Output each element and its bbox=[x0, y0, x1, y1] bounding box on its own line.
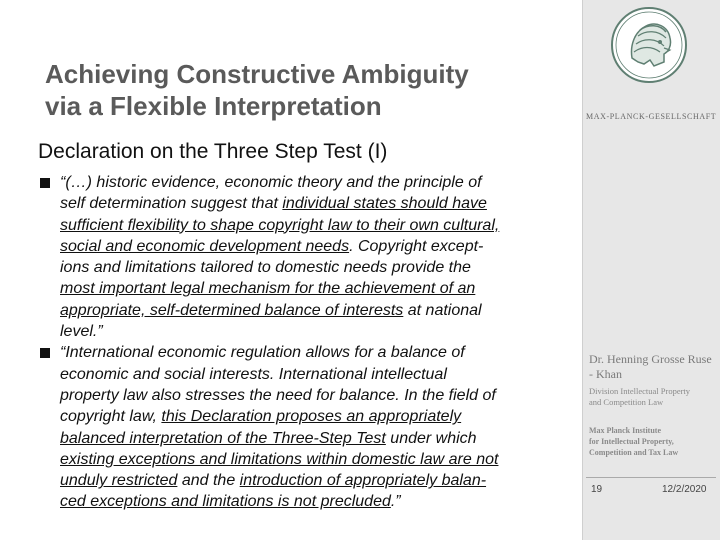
slide-title-line: via a Flexible Interpretation bbox=[45, 91, 382, 121]
bullet-line bbox=[60, 193, 570, 214]
underlined-text: introduction of appropriately balan- bbox=[239, 472, 487, 490]
bullet-line bbox=[60, 491, 570, 512]
bullet-line bbox=[60, 406, 570, 427]
bullet-line bbox=[60, 278, 570, 299]
bullet-line bbox=[60, 449, 570, 470]
slide-number: 19 bbox=[591, 484, 603, 495]
text-segment: at national bbox=[403, 301, 482, 319]
bullet-line bbox=[60, 236, 570, 257]
underlined-text: individual states should have bbox=[282, 195, 487, 213]
slide-title-line: Achieving Constructive Ambiguity bbox=[45, 59, 469, 89]
bullet-list bbox=[40, 172, 570, 513]
department-line: Division Intellectual Property bbox=[589, 386, 691, 396]
underlined-text: ced exceptions and limitations is not precluded bbox=[60, 493, 391, 511]
institute bbox=[589, 425, 715, 458]
bullet-line bbox=[60, 321, 570, 342]
underlined-text: most important legal mechanism for the achievement of an bbox=[60, 280, 476, 298]
bullet-line bbox=[60, 385, 570, 406]
text-segment: “International economic regulation allows for a balance of bbox=[60, 344, 465, 362]
department-line: and Competition Law bbox=[589, 397, 664, 407]
text-segment: and the bbox=[177, 472, 240, 490]
institute-line: Competition and Tax Law bbox=[589, 448, 679, 457]
square-bullet-icon bbox=[40, 178, 50, 188]
underlined-text: sufficient flexibility to shape copyright law to their own cultural, bbox=[60, 216, 500, 234]
underlined-text: appropriate, self-determined balance of interests bbox=[60, 301, 404, 319]
minerva-head-icon bbox=[610, 6, 688, 84]
text-segment: property law also stresses the need for balance. In the field of bbox=[60, 386, 496, 404]
bullet-line bbox=[60, 342, 570, 363]
slide-subtitle: Declaration on the Three Step Test (I) bbox=[38, 140, 388, 163]
text-segment: .” bbox=[390, 493, 401, 511]
bullet-line bbox=[60, 470, 570, 491]
bullet-line bbox=[60, 172, 570, 193]
presenter-name-line: - Khan bbox=[589, 367, 622, 381]
bullet-line bbox=[60, 215, 570, 236]
bullet-line bbox=[60, 300, 570, 321]
text-segment: “(…) historic evidence, economic theory and the principle of bbox=[60, 174, 482, 191]
bullet-line bbox=[60, 364, 570, 385]
presenter-name bbox=[589, 352, 715, 382]
slide-title bbox=[45, 58, 575, 122]
bullet-line bbox=[60, 428, 570, 449]
underlined-text: social and economic development needs bbox=[60, 237, 350, 255]
bullet-item bbox=[40, 342, 570, 512]
text-segment: level.” bbox=[60, 323, 103, 341]
bullet-text bbox=[60, 172, 570, 342]
underlined-text: this Declaration proposes an appropriately bbox=[161, 408, 462, 426]
slide-date: 12/2/2020 bbox=[662, 484, 707, 495]
bullet-item bbox=[40, 172, 570, 342]
bullet-text bbox=[60, 342, 570, 512]
bullet-line bbox=[60, 257, 570, 278]
text-segment: copyright law, bbox=[60, 408, 162, 426]
presenter-name-line: Dr. Henning Grosse Ruse bbox=[589, 352, 712, 366]
text-segment: self determination suggest that bbox=[60, 195, 283, 213]
text-segment: . Copyright except- bbox=[349, 237, 484, 255]
underlined-text: unduly restricted bbox=[60, 472, 178, 490]
text-segment: under which bbox=[385, 429, 477, 447]
underlined-text: balanced interpretation of the Three-Step Test bbox=[60, 429, 386, 447]
organization-name: MAX-PLANCK-GESELLSCHAFT bbox=[586, 112, 717, 121]
institute-line: Max Planck Institute bbox=[589, 426, 661, 435]
footer-divider bbox=[586, 477, 716, 478]
text-segment: economic and social interests. International intellectual bbox=[60, 365, 447, 383]
institute-line: for Intellectual Property, bbox=[589, 437, 674, 446]
underlined-text: existing exceptions and limitations within domestic law are not bbox=[60, 450, 499, 468]
department bbox=[589, 386, 715, 408]
text-segment: ions and limitations tailored to domestic needs provide the bbox=[60, 259, 471, 277]
square-bullet-icon bbox=[40, 348, 50, 358]
